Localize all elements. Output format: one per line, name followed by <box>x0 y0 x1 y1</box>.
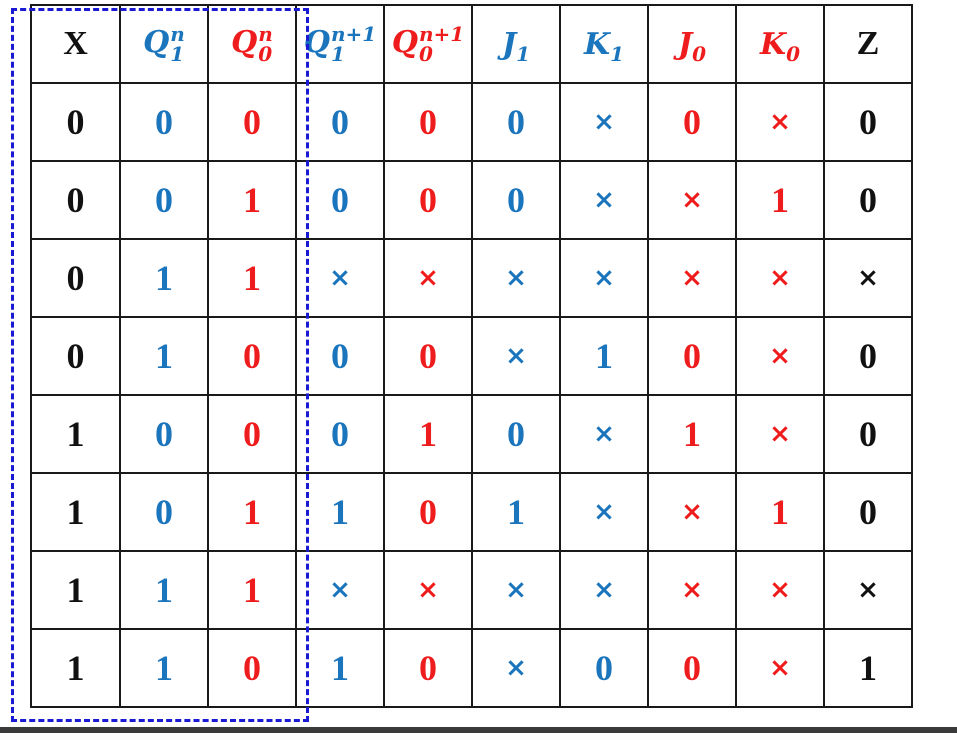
column-header-q0-nplus1 <box>384 5 472 83</box>
table-row <box>31 239 912 317</box>
column-header-symbol: Q <box>303 25 330 60</box>
table-cell: 1 <box>208 161 296 239</box>
table-cell: 0 <box>384 161 472 239</box>
table-cell: 1 <box>120 239 208 317</box>
table-cell: 1 <box>736 473 824 551</box>
column-header-indices <box>258 24 273 64</box>
table-cell: 0 <box>824 83 912 161</box>
table-cell: 0 <box>120 161 208 239</box>
column-header-subscript: 0 <box>258 42 273 66</box>
table-cell: 1 <box>120 629 208 707</box>
table-cell: 0 <box>208 83 296 161</box>
column-header-x <box>31 5 120 83</box>
table-cell: 0 <box>296 317 384 395</box>
table-cell: × <box>824 239 912 317</box>
table-cell: 0 <box>296 161 384 239</box>
table-cell: × <box>648 551 736 629</box>
table-cell: 0 <box>296 395 384 473</box>
table-cell: 1 <box>208 473 296 551</box>
column-header-j0 <box>648 5 736 83</box>
table-cell: 0 <box>648 83 736 161</box>
column-header-symbol: Q <box>143 25 170 60</box>
table-row <box>31 551 912 629</box>
table-row <box>31 395 912 473</box>
table-row <box>31 83 912 161</box>
table-body <box>31 83 912 707</box>
table-cell: × <box>296 551 384 629</box>
column-header-subscript: 0 <box>692 41 707 66</box>
table-cell: × <box>472 239 560 317</box>
table-row <box>31 473 912 551</box>
table-row <box>31 629 912 707</box>
table-cell: 1 <box>31 473 120 551</box>
column-header-q1-nplus1 <box>296 5 384 83</box>
table-cell: 0 <box>472 161 560 239</box>
column-header-superscript: n+1 <box>418 22 465 46</box>
table-cell: 0 <box>472 395 560 473</box>
table-cell: 1 <box>824 629 912 707</box>
table-cell: 0 <box>648 629 736 707</box>
table-cell: × <box>560 161 648 239</box>
table-cell: × <box>736 629 824 707</box>
table-cell: 1 <box>31 551 120 629</box>
column-header-superscript: n <box>258 22 273 46</box>
table-cell: × <box>736 317 824 395</box>
table-cell: × <box>648 473 736 551</box>
table-cell: 0 <box>472 83 560 161</box>
table-cell: × <box>384 239 472 317</box>
column-header-subscript: 1 <box>516 41 531 66</box>
table-cell: 1 <box>736 161 824 239</box>
table-cell: 0 <box>208 317 296 395</box>
table-cell: 0 <box>120 83 208 161</box>
table-cell: 0 <box>824 161 912 239</box>
table-cell: 0 <box>384 473 472 551</box>
column-header-q0-n <box>208 5 296 83</box>
table-cell: 1 <box>31 629 120 707</box>
column-header-symbol: J <box>677 26 693 62</box>
table-cell: 0 <box>384 317 472 395</box>
column-header-subscript: 1 <box>610 41 624 66</box>
table-cell: × <box>560 83 648 161</box>
table-row <box>31 317 912 395</box>
table-cell: 0 <box>648 317 736 395</box>
table-cell: × <box>472 551 560 629</box>
table-cell: 0 <box>208 395 296 473</box>
table-cell: 1 <box>648 395 736 473</box>
column-header-q1-n <box>120 5 208 83</box>
table-row <box>31 161 912 239</box>
table-cell: × <box>472 629 560 707</box>
table-cell: 0 <box>120 395 208 473</box>
table-cell: 0 <box>560 629 648 707</box>
column-header-symbol: J <box>501 26 517 62</box>
table-cell: 0 <box>31 317 120 395</box>
table-cell: 1 <box>120 317 208 395</box>
table-cell: × <box>824 551 912 629</box>
table-cell: × <box>384 551 472 629</box>
table-cell: 1 <box>472 473 560 551</box>
header-row <box>31 5 912 83</box>
table-cell: × <box>472 317 560 395</box>
table-cell: × <box>560 551 648 629</box>
table-cell: 0 <box>31 161 120 239</box>
column-header-label: X <box>63 25 88 62</box>
bottom-border-bar <box>0 727 957 733</box>
table-cell: × <box>560 395 648 473</box>
table-cell: 1 <box>31 395 120 473</box>
column-header-label: Z <box>856 25 880 62</box>
column-header-indices <box>419 24 464 64</box>
table-cell: 0 <box>31 83 120 161</box>
column-header-symbol: K <box>760 26 787 62</box>
table-cell: 0 <box>120 473 208 551</box>
column-header-symbol: Q <box>231 25 258 60</box>
column-header-z <box>824 5 912 83</box>
table-cell: 0 <box>824 395 912 473</box>
table-cell: × <box>648 161 736 239</box>
table-cell: × <box>736 239 824 317</box>
column-header-subscript: 1 <box>330 42 345 66</box>
table-cell: 0 <box>296 83 384 161</box>
table-cell: 1 <box>296 473 384 551</box>
table-cell: × <box>560 239 648 317</box>
column-header-superscript: n+1 <box>330 22 377 46</box>
table-cell: 1 <box>208 551 296 629</box>
column-header-subscript: 1 <box>170 42 185 66</box>
column-header-symbol: K <box>584 26 611 62</box>
table-cell: 1 <box>296 629 384 707</box>
table-cell: × <box>560 473 648 551</box>
column-header-k0 <box>736 5 824 83</box>
table-cell: × <box>736 551 824 629</box>
column-header-symbol: Q <box>391 25 418 60</box>
table-cell: 0 <box>824 317 912 395</box>
state-transition-table <box>30 4 913 708</box>
table-cell: 1 <box>560 317 648 395</box>
table-cell: 1 <box>384 395 472 473</box>
table-cell: 0 <box>208 629 296 707</box>
table-cell: × <box>648 239 736 317</box>
table-cell: 0 <box>31 239 120 317</box>
table-cell: 1 <box>120 551 208 629</box>
column-header-superscript: n <box>170 22 185 46</box>
table-cell: × <box>736 395 824 473</box>
column-header-subscript: 0 <box>786 41 800 66</box>
table-cell: 0 <box>384 83 472 161</box>
table-cell: × <box>296 239 384 317</box>
column-header-indices <box>170 24 185 64</box>
table-cell: × <box>736 83 824 161</box>
column-header-j1 <box>472 5 560 83</box>
column-header-k1 <box>560 5 648 83</box>
column-header-subscript: 0 <box>418 42 433 66</box>
table-cell: 1 <box>208 239 296 317</box>
table-cell: 0 <box>824 473 912 551</box>
column-header-indices <box>331 24 376 64</box>
table-cell: 0 <box>384 629 472 707</box>
